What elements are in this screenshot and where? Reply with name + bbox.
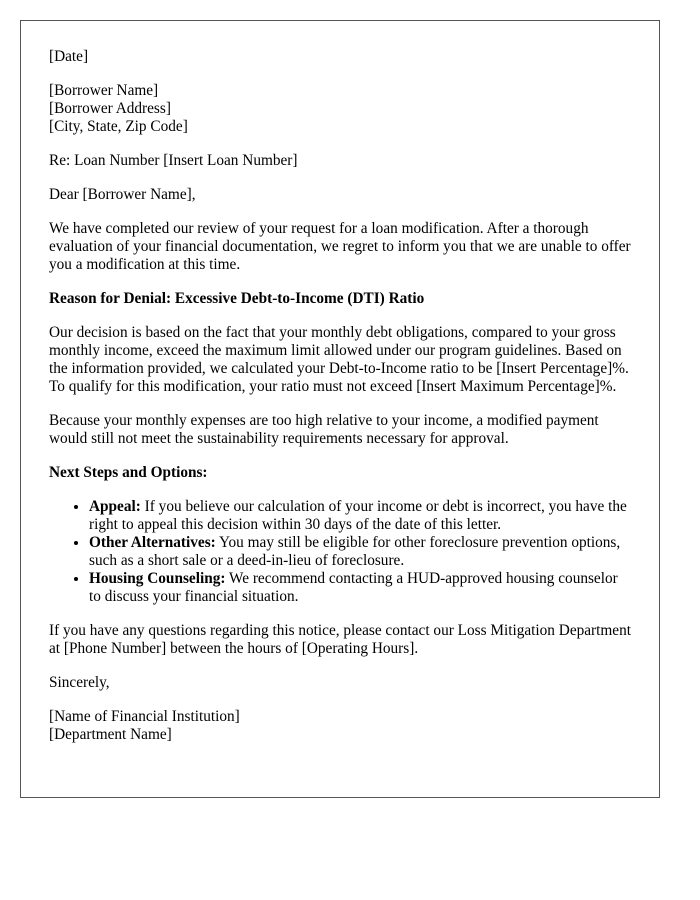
signature-institution: [Name of Financial Institution] — [49, 708, 240, 725]
signature-block — [49, 708, 631, 744]
expenses-paragraph: Because your monthly expenses are too high relative to your income, a modified payment would still not meet the sustainability requirements necessary for approval. — [49, 412, 599, 447]
option-title: Appeal: — [89, 498, 141, 515]
closing: Sincerely, — [49, 674, 110, 691]
option-title: Other Alternatives: — [89, 534, 216, 551]
option-housing-counseling — [89, 570, 631, 606]
option-appeal — [89, 498, 631, 534]
letter-page — [20, 20, 660, 798]
intro-paragraph: We have completed our review of your request for a loan modification. After a thorough evaluation of your financial documentation, we regret to inform you that we are unable to offer you a modification at this time. — [49, 220, 631, 273]
option-title: Housing Counseling: — [89, 570, 226, 587]
option-text: You may still be eligible for other foreclosure prevention options, such as a short sale or a deed-in-lieu of foreclosure. — [89, 534, 621, 569]
recipient-name: [Borrower Name] — [49, 82, 159, 99]
denial-paragraph: Our decision is based on the fact that your monthly debt obligations, compared to your gross monthly income, exceed the maximum limit allowed under our program guidelines. Based on the information provided, we calculated your Debt-to-Income ratio to be [Insert Percentage]%. To qualify for this modification, your ratio must not exceed [Insert Maximum Percentage]%. — [49, 324, 629, 395]
letter-date: [Date] — [49, 48, 89, 65]
subject-line: Re: Loan Number [Insert Loan Number] — [49, 152, 298, 169]
option-text: We recommend contacting a HUD-approved housing counselor to discuss your financial situation. — [89, 570, 618, 605]
salutation: Dear [Borrower Name], — [49, 186, 196, 203]
recipient-address: [Borrower Address] — [49, 100, 171, 117]
denial-heading: Reason for Denial: Excessive Debt-to-Income (DTI) Ratio — [49, 290, 425, 307]
option-other-alternatives — [89, 534, 631, 570]
recipient-city-state-zip: [City, State, Zip Code] — [49, 118, 188, 135]
contact-paragraph: If you have any questions regarding this notice, please contact our Loss Mitigation Department at [Phone Number] between the hours of [Operating Hours]. — [49, 622, 631, 657]
signature-department: [Department Name] — [49, 726, 172, 743]
recipient-block — [49, 82, 631, 136]
next-steps-heading: Next Steps and Options: — [49, 464, 208, 481]
option-text: If you believe our calculation of your income or debt is incorrect, you have the right to appeal this decision within 30 days of the date of this letter. — [89, 498, 627, 533]
options-list — [49, 498, 631, 606]
